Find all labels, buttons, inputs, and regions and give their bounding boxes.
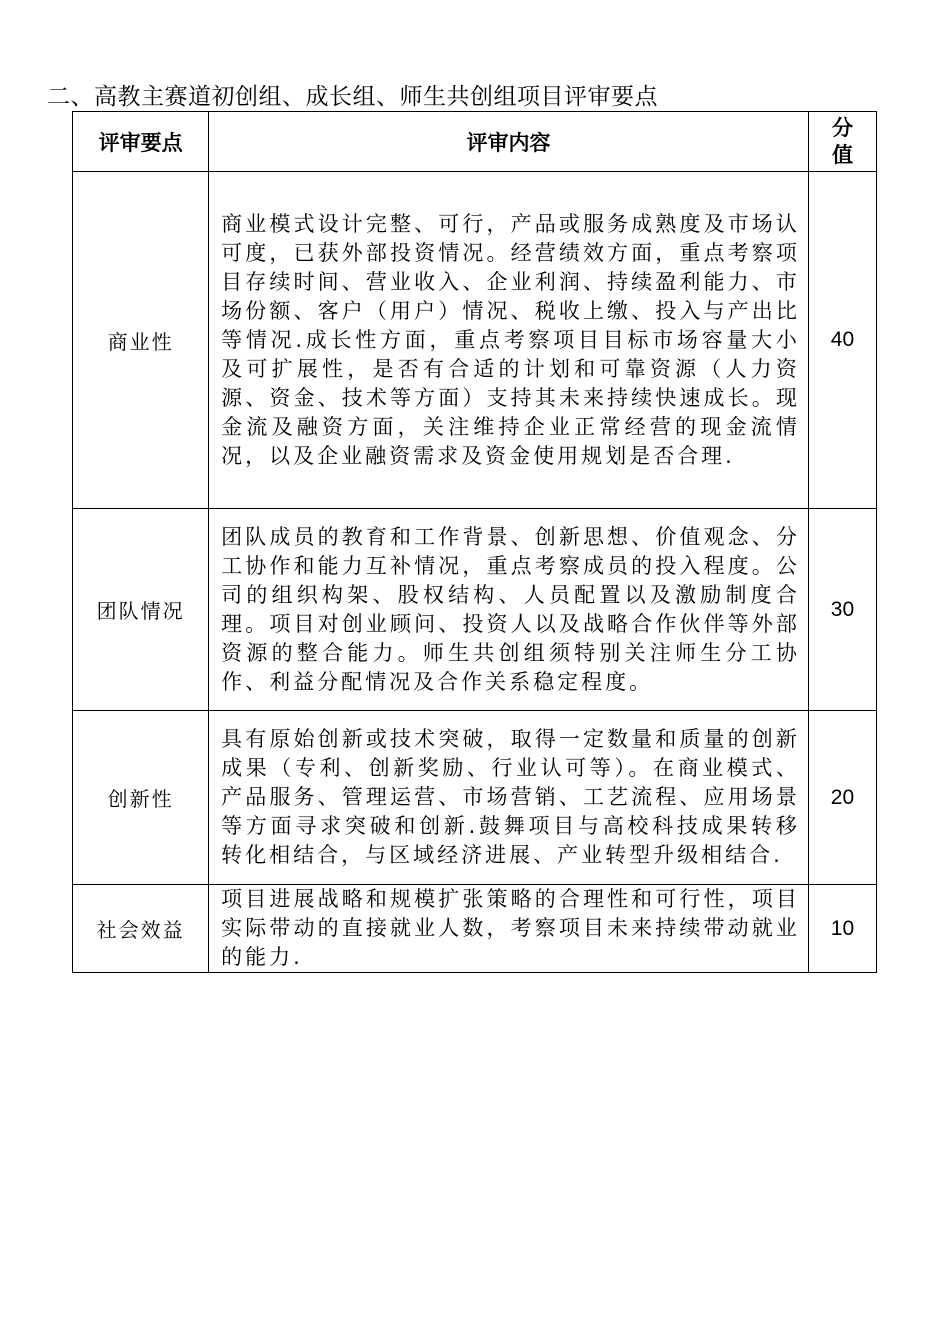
header-score-line2: 值	[831, 142, 853, 167]
row-content: 项目进展战略和规模扩张策略的合理性和可行性，项目实际带动的直接就业人数，考察项目未来持续带动就业的能力.	[209, 885, 809, 973]
row-point: 社会效益	[73, 885, 209, 973]
row-score: 40	[808, 172, 876, 509]
table-row	[73, 172, 877, 509]
row-content: 团队成员的教育和工作背景、创新思想、价值观念、分工协作和能力互补情况，重点考察成员的投入程度。公司的组织构架、股权结构、人员配置以及激励制度合理。项目对创业顾问、投资人以及战略合作伙伴等外部资源的整合能力。师生共创组须特别关注师生分工协作、利益分配情况及合作关系稳定程度。	[209, 509, 809, 711]
row-point: 创新性	[73, 711, 209, 885]
header-score	[808, 112, 876, 172]
row-point: 团队情况	[73, 509, 209, 711]
row-content: 商业模式设计完整、可行，产品或服务成熟度及市场认可度，已获外部投资情况。经营绩效方面，重点考察项目存续时间、营业收入、企业利润、持续盈利能力、市场份额、客户（用户）情况、税收上缴、投入与产出比等情况.成长性方面，重点考察项目目标市场容量大小及可扩展性，是否有合适的计划和可靠资源（人力资源、资金、技术等方面）支持其未来持续快速成长。现金流及融资方面，关注维持企业正常经营的现金流情况，以及企业融资需求及资金使用规划是否合理.	[209, 172, 809, 509]
section-title: 二、高教主赛道初创组、成长组、师生共创组项目评审要点	[47, 84, 658, 110]
table-header-row	[73, 112, 877, 172]
table-row	[73, 509, 877, 711]
row-score: 20	[808, 711, 876, 885]
review-criteria-table	[72, 111, 877, 973]
row-point: 商业性	[73, 172, 209, 509]
header-review-content: 评审内容	[209, 112, 809, 172]
header-review-point: 评审要点	[73, 112, 209, 172]
row-score: 10	[808, 885, 876, 973]
row-content: 具有原始创新或技术突破，取得一定数量和质量的创新成果（专利、创新奖励、行业认可等）。在商业模式、产品服务、管理运营、市场营销、工艺流程、应用场景等方面寻求突破和创新.鼓舞项目与高校科技成果转移转化相结合，与区域经济进展、产业转型升级相结合.	[209, 711, 809, 885]
row-score: 30	[808, 509, 876, 711]
table-row	[73, 711, 877, 885]
table-row	[73, 885, 877, 973]
header-score-line1: 分	[831, 115, 853, 140]
